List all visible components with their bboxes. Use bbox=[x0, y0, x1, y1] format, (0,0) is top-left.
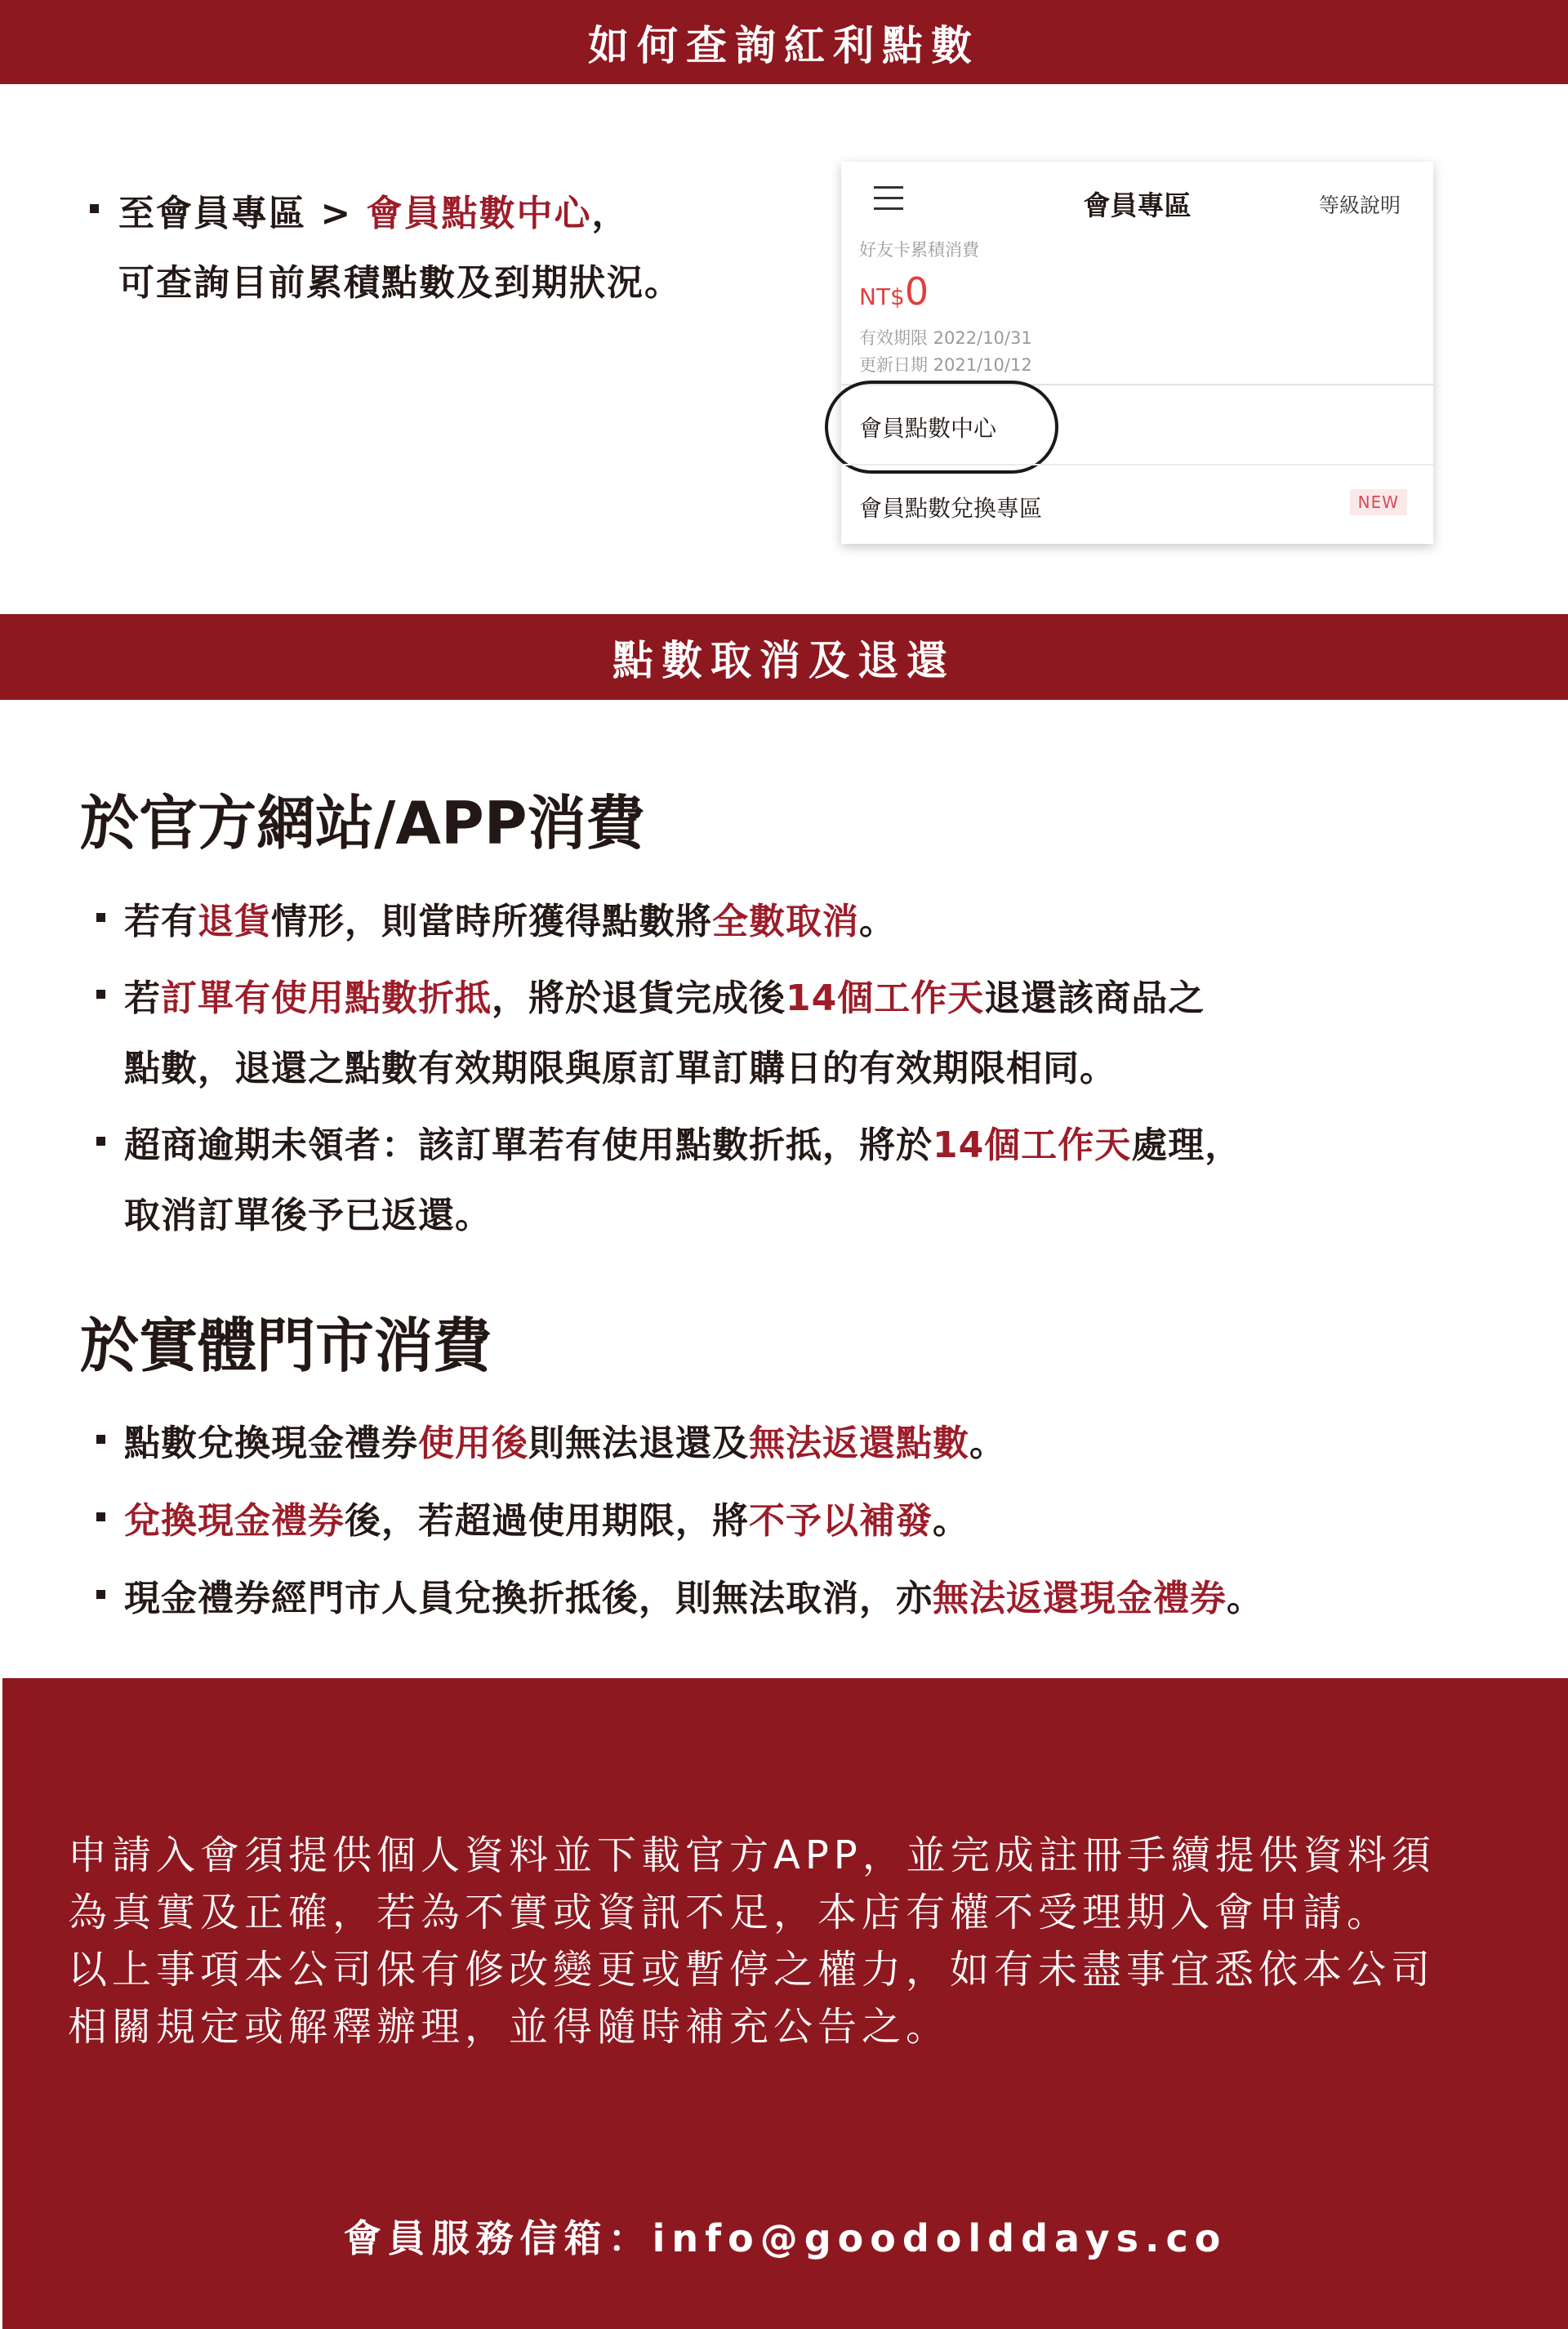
card-title: 會員專區 bbox=[1083, 189, 1192, 221]
rule-text: 後，若超過使用期限，將 bbox=[345, 1500, 749, 1542]
online-rule-3-cont: 取消訂單後予已返還。 bbox=[124, 1195, 492, 1236]
bullet-icon bbox=[96, 913, 105, 922]
online-purchase-heading: 於官方網站/APP消費 bbox=[80, 789, 645, 857]
rule-highlight: 兌換現金禮券 bbox=[124, 1500, 345, 1542]
bullet-icon bbox=[96, 1137, 105, 1146]
level-info-link[interactable]: 等級說明 bbox=[1318, 194, 1401, 217]
rule-highlight: 無法返還點數 bbox=[749, 1423, 969, 1464]
rule-highlight: 訂單有使用點數折抵 bbox=[161, 977, 492, 1019]
rule-text: 。 bbox=[969, 1423, 1006, 1464]
spend-amount bbox=[859, 269, 929, 314]
rule-text: 則無法退還及 bbox=[528, 1423, 749, 1464]
member-area-card bbox=[841, 162, 1433, 544]
rule-text: ，將於退貨完成後 bbox=[492, 977, 786, 1019]
online-rule-2 bbox=[124, 969, 1205, 1021]
menu-item-points-exchange[interactable]: 會員點數兌換專區 bbox=[859, 495, 1043, 522]
bullet-icon bbox=[96, 990, 105, 999]
banner-title: 如何查詢紅利點數 bbox=[588, 21, 980, 69]
section-banner-points-inquiry bbox=[0, 0, 1568, 84]
bullet-icon bbox=[96, 1590, 105, 1599]
rule-highlight: 退貨 bbox=[198, 901, 271, 942]
rule-text: 。 bbox=[933, 1500, 969, 1542]
section-banner-points-cancel bbox=[0, 614, 1568, 700]
notice-line: 申請入會須提供個人資料並下載官方APP，並完成註冊手續提供資料須 bbox=[68, 1832, 1436, 1878]
instruction-text: 至會員專區 > bbox=[118, 193, 367, 234]
instruction-line: 可查詢目前累積點數及到期狀況。 bbox=[118, 262, 682, 304]
member-points-center-highlight: 會員點數中心 bbox=[366, 193, 592, 234]
store-purchase-heading: 於實體門市消費 bbox=[80, 1311, 492, 1380]
rule-text: 現金禮券經門市人員兌換折抵後，則無法取消，亦 bbox=[124, 1578, 933, 1619]
online-rule-1 bbox=[124, 892, 896, 944]
rule-highlight: 全數取消 bbox=[712, 901, 859, 942]
online-rule-2-cont: 點數，退還之點數有效期限與原訂單訂購日的有效期限相同。 bbox=[124, 1048, 1116, 1089]
bullet-icon bbox=[96, 1512, 105, 1521]
rule-text: 處理， bbox=[1131, 1124, 1242, 1166]
rule-text: 若有 bbox=[124, 901, 198, 942]
amount-value: 0 bbox=[904, 269, 929, 314]
highlight-circle bbox=[825, 381, 1058, 474]
banner-title: 點數取消及退還 bbox=[612, 636, 956, 684]
rule-text: 若 bbox=[124, 977, 161, 1019]
rule-highlight: 14個工作天 bbox=[786, 977, 985, 1019]
bullet-icon bbox=[96, 1435, 105, 1444]
rule-text: 情形，則當時所獲得點數將 bbox=[271, 901, 712, 942]
rule-text: 退還該商品之 bbox=[984, 977, 1205, 1019]
notice-line: 以上事項本公司保有修改變更或暫停之權力，如有未盡事宜悉依本公司 bbox=[68, 1947, 1436, 1993]
footer-notice bbox=[2, 1678, 1568, 2329]
store-rule-1 bbox=[124, 1414, 1006, 1466]
rule-highlight: 無法返還現金禮券 bbox=[933, 1578, 1227, 1619]
new-badge: NEW bbox=[1350, 489, 1407, 515]
rule-highlight: 14個工作天 bbox=[933, 1124, 1132, 1166]
rule-text: 點數兌換現金禮券 bbox=[124, 1423, 418, 1464]
update-date: 更新日期 2021/10/12 bbox=[859, 355, 1032, 375]
divider bbox=[841, 464, 1433, 465]
store-rule-2 bbox=[124, 1491, 969, 1543]
instruction-text: ， bbox=[591, 193, 630, 234]
store-rule-3 bbox=[124, 1569, 1263, 1621]
rule-text: 超商逾期未領者：該訂單若有使用點數折抵，將於 bbox=[124, 1124, 933, 1166]
notice-line: 為真實及正確，若為不實或資訊不足，本店有權不受理期入會申請。 bbox=[68, 1890, 1392, 1935]
rule-text: 。 bbox=[859, 901, 896, 942]
rule-text: 。 bbox=[1227, 1578, 1263, 1619]
instruction-line bbox=[118, 184, 630, 236]
rule-highlight: 使用後 bbox=[418, 1423, 528, 1464]
notice-line: 相關規定或解釋辦理，並得隨時補充公告之。 bbox=[68, 2004, 951, 2050]
bullet-icon bbox=[90, 204, 99, 213]
rule-highlight: 不予以補發 bbox=[749, 1500, 933, 1542]
expiry-date: 有效期限 2022/10/31 bbox=[859, 328, 1032, 348]
friend-card-spend-label: 好友卡累積消費 bbox=[859, 240, 979, 260]
member-service-email[interactable]: 會員服務信箱：info@goodolddays.co bbox=[343, 2216, 1227, 2260]
online-rule-3 bbox=[124, 1116, 1241, 1168]
currency-label: NT$ bbox=[859, 283, 905, 310]
menu-item-points-center[interactable]: 會員點數中心 bbox=[859, 415, 997, 442]
